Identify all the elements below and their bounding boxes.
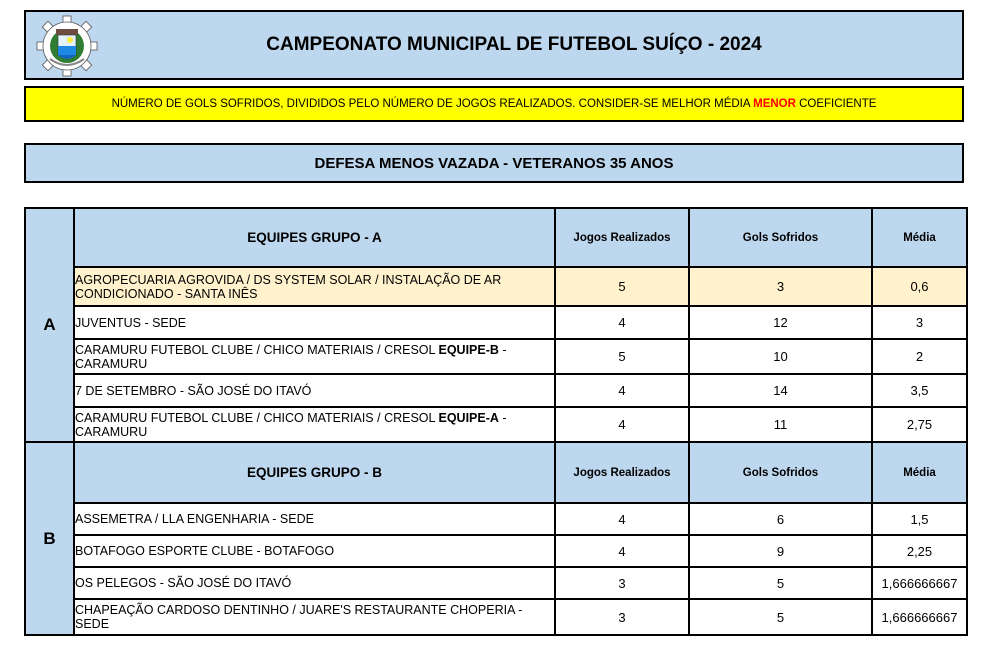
team-name — [74, 535, 555, 567]
team-name-text: CARAMURU FUTEBOL CLUBE / CHICO MATERIAIS / CRESOL — [75, 410, 439, 425]
team-name-text: BOTAFOGO ESPORTE CLUBE - BOTAFOGO — [75, 544, 335, 558]
team-name-text: JUVENTUS - SEDE — [75, 315, 187, 330]
average: 2,25 — [872, 535, 967, 567]
page-title: CAMPEONATO MUNICIPAL DE FUTEBOL SUÍÇO - 2024 — [266, 34, 762, 55]
average: 1,5 — [872, 503, 967, 535]
goals-conceded: 14 — [689, 374, 872, 407]
team-row — [25, 374, 967, 407]
standings-table — [24, 207, 968, 636]
team-name-text: CHAPEAÇÃO CARDOSO DENTINHO / JUARE'S RESTAURANTE CHOPERIA - SEDE — [75, 603, 523, 631]
team-name — [74, 306, 555, 339]
games-played: 5 — [555, 267, 689, 306]
note-highlight: MENOR — [753, 98, 796, 110]
title-banner — [24, 10, 964, 80]
games-played: 4 — [555, 306, 689, 339]
average: 3 — [872, 306, 967, 339]
team-row — [25, 599, 967, 635]
team-squad-label: EQUIPE-A — [438, 410, 499, 425]
team-location: - CARAMURU — [75, 410, 507, 439]
average-header: Média — [872, 208, 967, 267]
team-name — [74, 407, 555, 442]
note-text-after: COEFICIENTE — [795, 98, 877, 110]
team-name — [74, 503, 555, 535]
team-name — [74, 599, 555, 635]
team-name-text: 7 DE SETEMBRO - SÃO JOSÉ DO ITAVÓ — [75, 383, 312, 398]
group-header-row — [25, 208, 967, 267]
team-name-text: OS PELEGOS - SÃO JOSÉ DO ITAVÓ — [75, 576, 292, 590]
team-row — [25, 306, 967, 339]
goals-conceded: 6 — [689, 503, 872, 535]
goals-conceded: 9 — [689, 535, 872, 567]
goals-conceded-header: Gols Sofridos — [689, 442, 872, 503]
group-teams-header: EQUIPES GRUPO - A — [74, 208, 555, 267]
games-played: 3 — [555, 567, 689, 599]
average: 1,666666667 — [872, 567, 967, 599]
team-row — [25, 339, 967, 374]
games-played: 3 — [555, 599, 689, 635]
average-header: Média — [872, 442, 967, 503]
goals-conceded: 12 — [689, 306, 872, 339]
team-name-text: AGROPECUARIA AGROVIDA / DS SYSTEM SOLAR / INSTALAÇÃO DE AR CONDICIONADO - SANTA INÊS — [75, 272, 502, 301]
average: 0,6 — [872, 267, 967, 306]
team-name-text: ASSEMETRA / LLA ENGENHARIA - SEDE — [75, 512, 314, 526]
group-header-row — [25, 442, 967, 503]
team-row — [25, 407, 967, 442]
team-name — [74, 374, 555, 407]
team-row — [25, 535, 967, 567]
average: 3,5 — [872, 374, 967, 407]
goals-conceded: 5 — [689, 599, 872, 635]
group-label: A — [25, 208, 74, 442]
games-played: 4 — [555, 374, 689, 407]
goals-conceded: 3 — [689, 267, 872, 306]
average: 1,666666667 — [872, 599, 967, 635]
games-played: 4 — [555, 503, 689, 535]
games-played-header: Jogos Realizados — [555, 208, 689, 267]
team-squad-label: EQUIPE-B — [438, 342, 499, 357]
team-name-text: CARAMURU FUTEBOL CLUBE / CHICO MATERIAIS / CRESOL — [75, 342, 439, 357]
group-label: B — [25, 442, 74, 635]
team-row — [25, 267, 967, 306]
games-played: 4 — [555, 407, 689, 442]
team-row — [25, 567, 967, 599]
team-location: - CARAMURU — [75, 342, 507, 371]
team-name — [74, 339, 555, 374]
criteria-note — [24, 86, 964, 122]
group-teams-header: EQUIPES GRUPO - B — [74, 442, 555, 503]
average: 2,75 — [872, 407, 967, 442]
goals-conceded: 10 — [689, 339, 872, 374]
criteria-note-text — [112, 98, 877, 110]
team-name — [74, 267, 555, 306]
games-played: 4 — [555, 535, 689, 567]
goals-conceded-header: Gols Sofridos — [689, 208, 872, 267]
goals-conceded: 11 — [689, 407, 872, 442]
team-name — [74, 567, 555, 599]
goals-conceded: 5 — [689, 567, 872, 599]
games-played-header: Jogos Realizados — [555, 442, 689, 503]
games-played: 5 — [555, 339, 689, 374]
note-text-before: NÚMERO DE GOLS SOFRIDOS, DIVIDIDOS PELO NÚMERO DE JOGOS REALIZADOS. CONSIDER-SE MELHOR MÉDIA — [111, 98, 754, 110]
average: 2 — [872, 339, 967, 374]
section-subtitle: DEFESA MENOS VAZADA - VETERANOS 35 ANOS — [24, 143, 964, 183]
team-row — [25, 503, 967, 535]
